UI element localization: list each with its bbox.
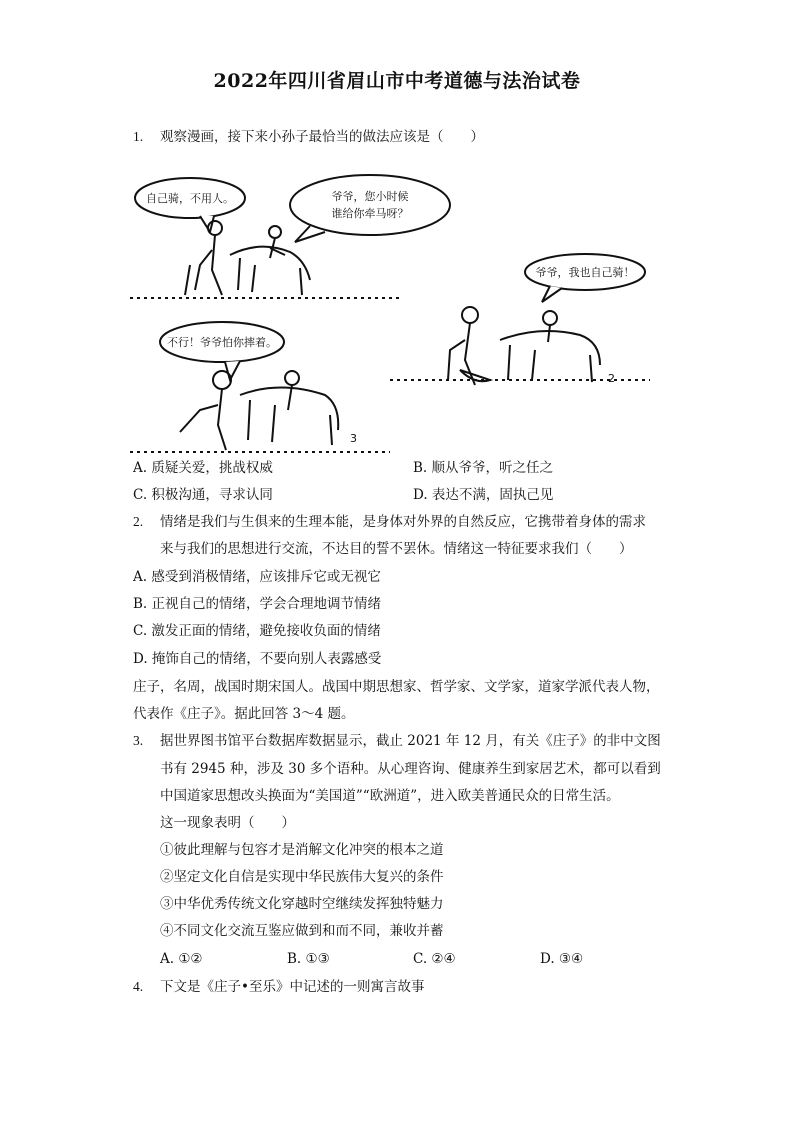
speech-bubble-1 bbox=[135, 178, 245, 232]
question-1-stem: 观察漫画，接下来小孙子最恰当的做法应该是（ ） bbox=[160, 129, 484, 145]
question-3-stem-line4: 这一现象表明（ ） bbox=[160, 815, 295, 831]
question-3-number: 3. bbox=[133, 733, 144, 748]
q3-option-b[interactable]: B. ①③ bbox=[287, 951, 330, 967]
q2-option-b[interactable]: B. 正视自己的情绪，学会合理地调节情绪 bbox=[133, 596, 382, 612]
material-line2: 代表作《庄子》。据此回答 3～4 题。 bbox=[133, 706, 355, 722]
cartoon-image bbox=[130, 170, 650, 460]
q2-option-d[interactable]: D. 掩饰自己的情绪，不要向别人表露感受 bbox=[133, 651, 382, 667]
speech-bubble-3 bbox=[525, 254, 645, 302]
question-2-stem-line1: 情绪是我们与生俱来的生理本能，是身体对外界的自然反应，它携带着身体的需求 bbox=[160, 514, 646, 530]
speech-bubble-2 bbox=[290, 175, 450, 242]
q3-statement-3: ③中华优秀传统文化穿越时空继续发挥独特魅力 bbox=[160, 896, 444, 912]
question-4-number: 4. bbox=[133, 979, 144, 994]
q1-option-d[interactable]: D. 表达不满，固执己见 bbox=[413, 487, 554, 503]
q1-option-b[interactable]: B. 顺从爷爷，听之任之 bbox=[413, 460, 554, 476]
q1-option-a[interactable]: A. 质疑关爱，挑战权威 bbox=[133, 460, 273, 476]
bubble-2-text-line1: 爷爷，您小时候 bbox=[331, 190, 409, 203]
panel-3-number: 3 bbox=[350, 432, 357, 445]
q3-statement-2: ②坚定文化自信是实现中华民族伟大复兴的条件 bbox=[160, 869, 444, 885]
bubble-3-text: 爷爷，我也自己骑！ bbox=[535, 266, 635, 279]
panel-2-number: 2 bbox=[608, 372, 615, 385]
question-3-stem-line1: 据世界图书馆平台数据库数据显示，截止 2021 年 12 月，有关《庄子》的非中文图 bbox=[160, 733, 661, 749]
q3-option-c[interactable]: C. ②④ bbox=[413, 951, 456, 967]
bubble-4-text: 不行！爷爷怕你摔着。 bbox=[167, 336, 277, 349]
q2-option-a[interactable]: A. 感受到消极情绪，应该排斥它或无视它 bbox=[133, 569, 381, 585]
question-3-stem-line2: 书有 2945 种，涉及 30 多个语种。从心理咨询、健康养生到家居艺术，都可以看到 bbox=[160, 761, 661, 777]
question-2-stem-line2: 来与我们的思想进行交流，不达目的誓不罢休。情绪这一特征要求我们（ ） bbox=[160, 541, 633, 557]
q3-statement-1: ①彼此理解与包容才是消解文化冲突的根本之道 bbox=[160, 842, 444, 858]
q1-option-c[interactable]: C. 积极沟通，寻求认同 bbox=[133, 487, 273, 503]
question-4-stem: 下文是《庄子•至乐》中记述的一则寓言故事 bbox=[160, 979, 425, 995]
question-1-number: 1. bbox=[133, 129, 144, 144]
material-line1: 庄子，名周，战国时期宋国人。战国中期思想家、哲学家、文学家，道家学派代表人物， bbox=[133, 679, 660, 695]
question-3-stem-line3: 中国道家思想改头换面为“美国道”“欧洲道”，进入欧美普通民众的日常生活。 bbox=[160, 788, 620, 804]
q2-option-c[interactable]: C. 激发正面的情绪，避免接收负面的情绪 bbox=[133, 623, 381, 639]
q3-option-d[interactable]: D. ③④ bbox=[540, 951, 584, 967]
question-2-number: 2. bbox=[133, 514, 144, 529]
page-title: 2022年四川省眉山市中考道德与法治试卷 bbox=[213, 70, 581, 92]
bubble-1-text: 自己骑，不用人。 bbox=[146, 192, 234, 205]
q3-option-a[interactable]: A. ①② bbox=[160, 951, 203, 967]
bubble-2-text-line2: 谁给你牵马呀？ bbox=[331, 207, 409, 220]
q3-statement-4: ④不同文化交流互鉴应做到和而不同，兼收并蓄 bbox=[160, 923, 444, 939]
